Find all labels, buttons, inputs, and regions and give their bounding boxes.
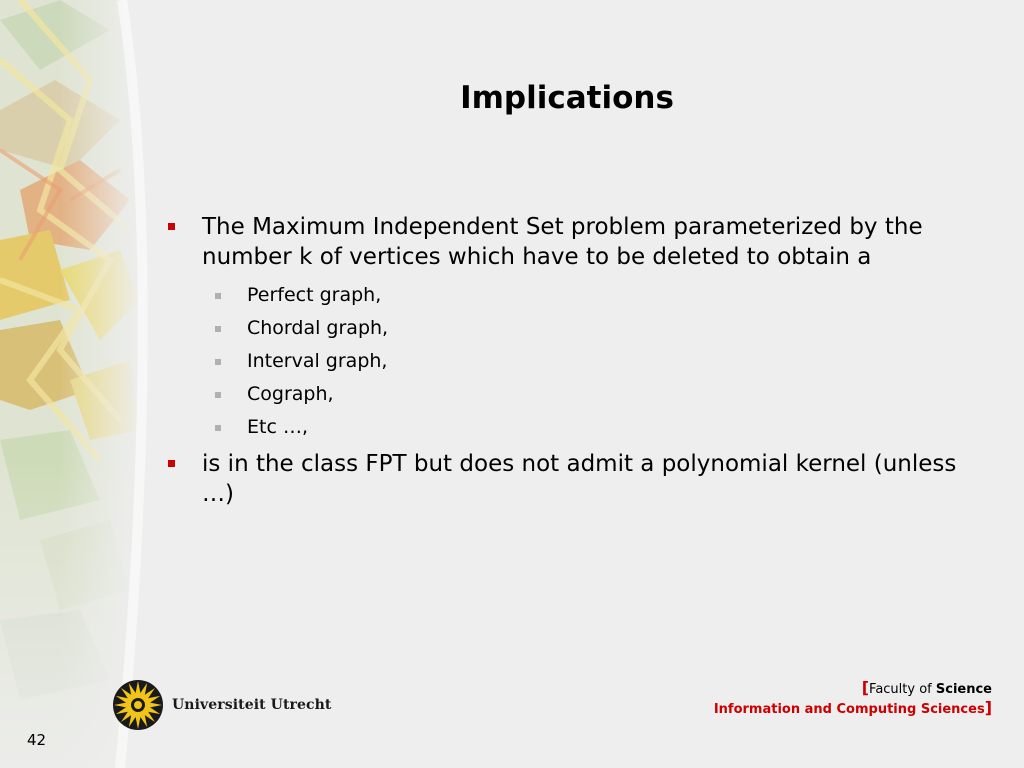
slide-title: Implications	[460, 80, 674, 116]
sub-bullet-text: Cograph,	[247, 383, 334, 405]
sub-bullet-square-icon	[215, 293, 221, 299]
sub-bullet-item	[160, 317, 980, 339]
sub-bullet-text: Chordal graph,	[247, 317, 389, 339]
sun-emblem-icon	[112, 679, 164, 731]
university-name: Universiteit Utrecht	[172, 697, 332, 713]
university-logo	[112, 677, 332, 733]
sub-bullet-square-icon	[215, 326, 221, 332]
bullet-square-icon	[168, 460, 175, 467]
bullet-square-icon	[168, 223, 175, 230]
sub-bullet-text: Interval graph,	[247, 350, 388, 372]
bullet-text: is in the class FPT but does not admit a polynomial kernel (unless …)	[202, 451, 957, 507]
close-bracket: ]	[984, 698, 992, 717]
faculty-prefix: Faculty of	[869, 682, 936, 697]
faculty-label	[714, 679, 992, 719]
bullet-text: The Maximum Independent Set problem parameterized by the number k of vertices which have to be deleted to obtain a	[202, 214, 923, 270]
bullet-item	[160, 212, 980, 272]
sub-bullet-text: Etc …,	[247, 416, 308, 438]
bullet-item	[160, 449, 980, 509]
sub-bullet-item	[160, 284, 980, 306]
slide-content	[160, 212, 980, 513]
department-name: Information and Computing Sciences	[713, 702, 985, 717]
sub-bullet-item	[160, 383, 980, 405]
faculty-name: Science	[935, 682, 992, 697]
sub-bullet-square-icon	[215, 392, 221, 398]
sub-bullet-square-icon	[215, 359, 221, 365]
open-bracket: [	[861, 678, 870, 697]
slide-number: 42	[27, 731, 47, 749]
sub-bullet-text: Perfect graph,	[247, 284, 382, 306]
sub-bullet-list	[160, 284, 980, 438]
sub-bullet-item	[160, 416, 980, 438]
sub-bullet-item	[160, 350, 980, 372]
sub-bullet-square-icon	[215, 425, 221, 431]
